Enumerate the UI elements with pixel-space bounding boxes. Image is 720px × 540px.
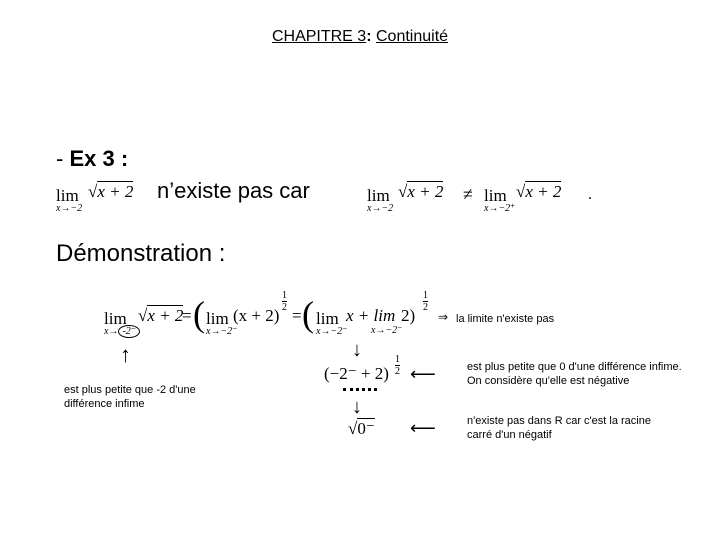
sqrt-icon: √ (398, 182, 408, 201)
expression-1: (x + 2) (233, 306, 280, 325)
note-line: n'existe pas dans R car c'est la racine (467, 415, 651, 427)
lim-word: lim (316, 309, 339, 328)
sqrt-icon: √ (88, 182, 98, 201)
not-equal-sign: ≠ (463, 184, 473, 204)
down-arrow-icon: ↓ (352, 339, 362, 361)
note-line: est plus petite que 0 d'une différence infime. (467, 361, 682, 373)
chapter-label: CHAPITRE 3 (271, 28, 367, 45)
lim-word: lim (367, 186, 390, 205)
lim-subscript (104, 326, 140, 337)
exercise-sqrt-3 (516, 182, 561, 202)
underbrace (343, 388, 377, 391)
lim-word: lim (484, 186, 507, 205)
expression-2b: 2) (401, 306, 416, 325)
exercise-dash: - (56, 146, 70, 171)
note-negative (467, 360, 682, 388)
open-paren-1: ( (193, 294, 205, 334)
chapter-topic: Continuité (375, 28, 449, 45)
demonstration-title: Démonstration : (56, 240, 226, 267)
lim-subscript: x→−2 (367, 203, 394, 214)
not-exists-text: n’existe pas car (157, 178, 310, 203)
fraction-denominator: 2 (282, 302, 287, 313)
lim-subscript-arrow: x→ (104, 326, 119, 337)
fraction-numerator: 1 (423, 290, 428, 301)
left-arrow-icon: ⟵ (410, 418, 436, 438)
lim-word: lim (104, 309, 127, 328)
note-line: est plus petite que -2 d'une (64, 384, 196, 396)
title-colon: : (366, 28, 372, 45)
radicand: x + 2 (525, 182, 562, 201)
exponent-half-3 (395, 354, 400, 377)
exercise-sqrt-1 (88, 182, 133, 202)
lim-subscript: x→−2⁻ (371, 325, 403, 336)
lim-word: lim (56, 186, 79, 205)
radicand: 0⁻ (357, 419, 375, 438)
down-arrow-icon: ↓ (352, 396, 362, 418)
lim-subscript: x→−2 (56, 203, 83, 214)
lim-word: lim (206, 309, 229, 328)
note-limit-not-exists: la limite n'existe pas (456, 313, 555, 325)
exercise-limit-3 (484, 186, 515, 214)
demo-limit-3 (316, 309, 347, 337)
sqrt-icon: √ (348, 419, 358, 438)
page-title (0, 28, 720, 46)
fraction-denominator: 2 (395, 366, 400, 377)
up-arrow-icon: ↑ (120, 342, 131, 367)
exercise-label: Ex 3 : (69, 146, 129, 171)
exercise-heading (56, 146, 128, 172)
demo-limit-4 (371, 325, 402, 336)
note-line: carré d'un négatif (467, 429, 552, 441)
end-dot: . (588, 186, 592, 203)
exercise-limit-2 (367, 186, 393, 214)
implies-arrow: ⇒ (438, 310, 449, 324)
demo-limit-1 (104, 309, 140, 337)
exponent-half-1 (282, 290, 287, 313)
exponent-half-2 (423, 290, 428, 313)
lim-subscript: x→−2⁺ (484, 203, 516, 214)
equals-sign: = (182, 306, 192, 325)
expression-2a: x + lim (346, 306, 396, 325)
open-paren-2: ( (302, 294, 314, 334)
radicand: x + 2 (97, 182, 134, 201)
lim-subscript: x→−2⁻ (316, 326, 348, 337)
equals-sign: = (292, 306, 302, 325)
demo-sqrt-1 (138, 306, 183, 326)
radicand: x + 2 (407, 182, 444, 201)
lim-subscript: x→−2⁻ (206, 326, 238, 337)
sqrt-zero-minus (348, 419, 375, 439)
note-line: différence infime (64, 398, 145, 410)
radicand: x + 2 (147, 306, 184, 325)
left-arrow-icon: ⟵ (410, 364, 436, 384)
fraction-numerator: 1 (395, 354, 400, 365)
note-minus-two (64, 383, 196, 411)
fraction-numerator: 1 (282, 290, 287, 301)
sqrt-icon: √ (138, 306, 148, 325)
note-line: On considère qu'elle est négative (467, 375, 630, 387)
circled-minus-two: -2⁻ (118, 325, 140, 338)
step-expression: (−2⁻ + 2) (324, 364, 389, 383)
fraction-denominator: 2 (423, 302, 428, 313)
exercise-limit-1 (56, 186, 82, 214)
note-not-in-r (467, 414, 651, 442)
sqrt-icon: √ (516, 182, 526, 201)
exercise-sqrt-2 (398, 182, 443, 202)
